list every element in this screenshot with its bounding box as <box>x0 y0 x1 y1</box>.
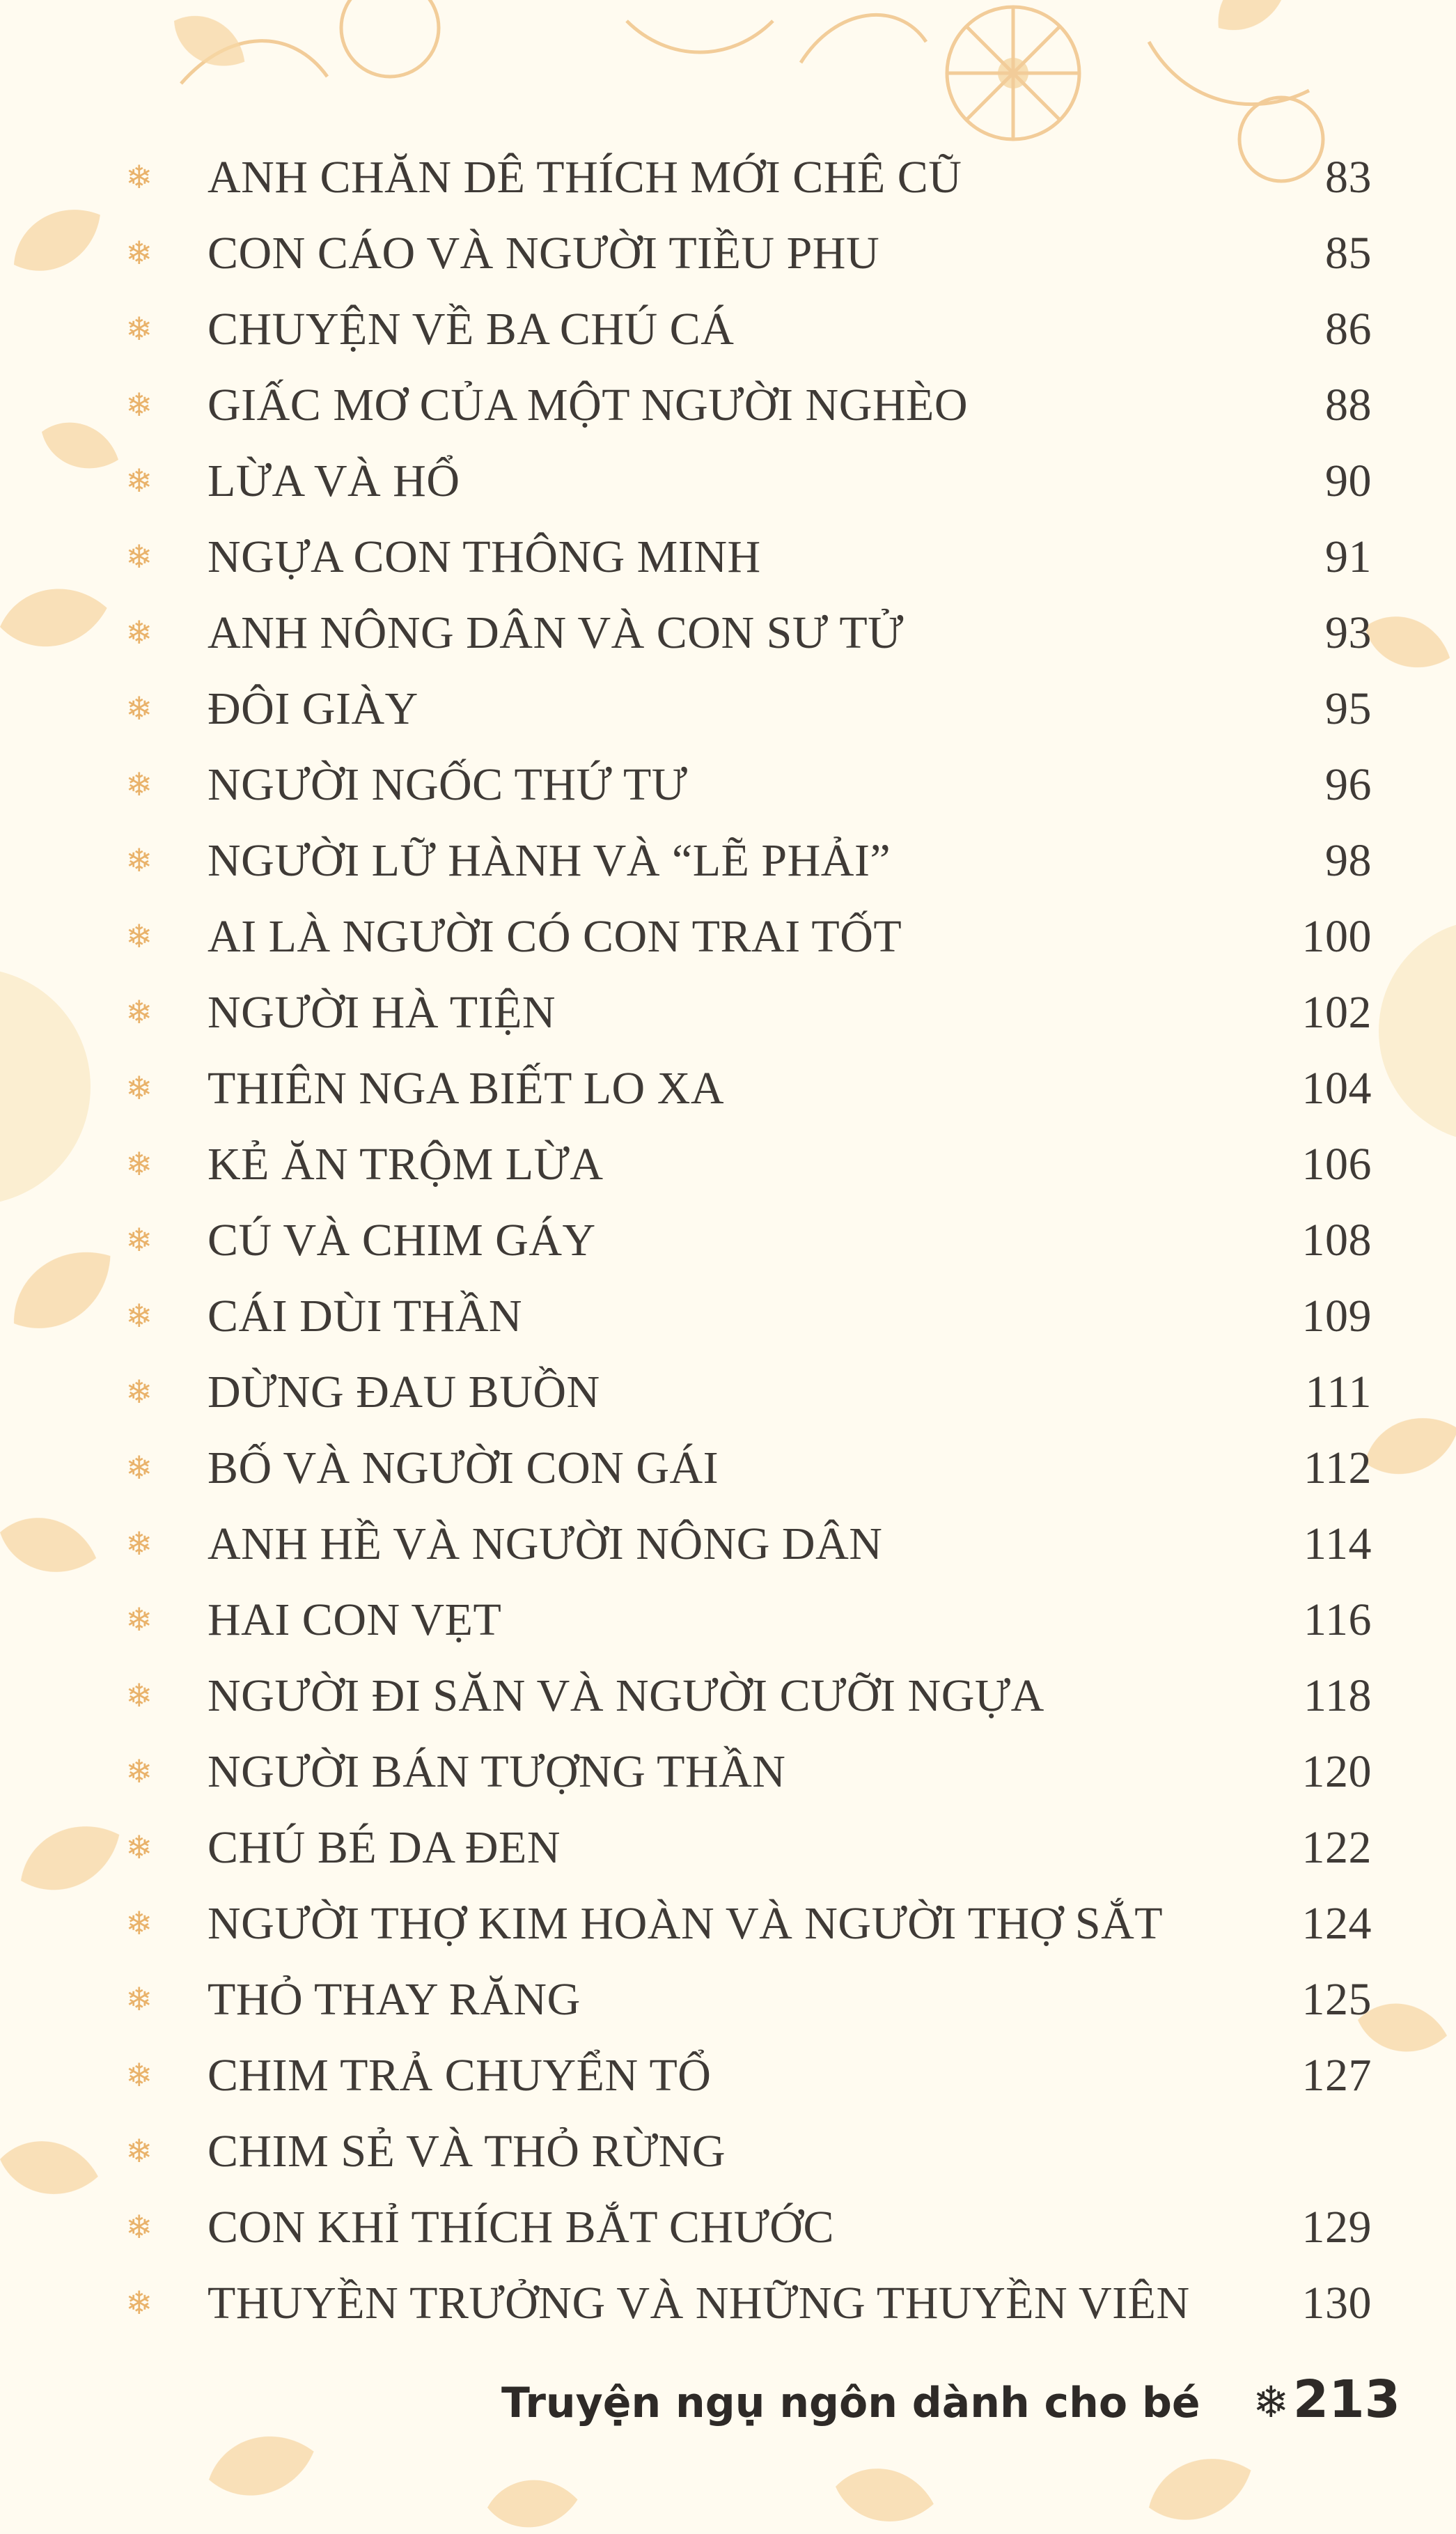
toc-entry-title: THUYỀN TRƯỞNG VÀ NHỮNG THUYỀN VIÊN <box>208 2278 1190 2329</box>
toc-entry-title: BỐ VÀ NGƯỜI CON GÁI <box>208 1443 719 1493</box>
toc-entry-title: CHIM TRẢ CHUYỂN TỔ <box>208 2050 712 2101</box>
toc-entry <box>118 1658 1372 1734</box>
snowflake-icon: ❄ <box>125 1904 153 1942</box>
toc-entry-title: NGƯỜI THỢ KIM HOÀN VÀ NGƯỜI THỢ SẮT <box>208 1898 1164 1949</box>
snowflake-icon: ❄ <box>125 2284 153 2322</box>
toc-entry <box>118 1886 1372 1961</box>
snowflake-icon: ❄ <box>125 2132 153 2170</box>
toc-entry-page: 116 <box>1303 1594 1372 1645</box>
toc-entry-title: HAI CON VẸT <box>208 1594 502 1645</box>
toc-entry <box>118 443 1372 519</box>
table-of-contents <box>118 139 1372 2341</box>
toc-entry <box>118 2265 1372 2341</box>
toc-entry-page: 88 <box>1325 380 1372 430</box>
snowflake-icon: ❄ <box>125 1069 153 1107</box>
snowflake-icon: ❄ <box>125 1980 153 2018</box>
toc-entry-page: 114 <box>1303 1518 1372 1569</box>
toc-entry <box>118 1810 1372 1886</box>
snowflake-icon: ❄ <box>125 1828 153 1866</box>
toc-entry-page: 120 <box>1301 1746 1372 1797</box>
toc-entry <box>118 1202 1372 1278</box>
toc-entry-page: 125 <box>1301 1974 1372 2025</box>
toc-entry <box>118 899 1372 974</box>
page-number: 213 <box>1292 2370 1401 2430</box>
snowflake-icon: ❄ <box>125 1601 153 1638</box>
toc-entry-page: 124 <box>1301 1898 1372 1949</box>
snowflake-icon: ❄ <box>125 993 153 1031</box>
toc-entry-title: THIÊN NGA BIẾT LO XA <box>208 1063 725 1114</box>
snowflake-icon: ❄ <box>125 310 153 348</box>
toc-entry-page: 127 <box>1301 2050 1372 2101</box>
toc-entry-page: 90 <box>1325 456 1372 506</box>
toc-entry <box>118 2189 1372 2265</box>
toc-entry-page: 111 <box>1305 1367 1372 1417</box>
snowflake-icon: ❄ <box>125 1752 153 1790</box>
toc-entry-title: ANH NÔNG DÂN VÀ CON SƯ TỬ <box>208 607 904 658</box>
snowflake-icon: ❄ <box>125 1145 153 1183</box>
toc-entry <box>118 139 1372 215</box>
toc-entry-page: 106 <box>1301 1139 1372 1190</box>
toc-entry-page: 83 <box>1325 152 1372 203</box>
snowflake-icon: ❄ <box>1253 2377 1290 2427</box>
toc-entry-page: 118 <box>1303 1670 1372 1721</box>
toc-entry-title: CHUYỆN VỀ BA CHÚ CÁ <box>208 304 735 355</box>
toc-entry <box>118 1050 1372 1126</box>
toc-entry <box>118 823 1372 899</box>
snowflake-icon: ❄ <box>125 1373 153 1410</box>
snowflake-icon: ❄ <box>125 234 153 272</box>
toc-entry-title: CHÚ BÉ DA ĐEN <box>208 1822 561 1873</box>
toc-entry-page: 95 <box>1325 683 1372 734</box>
toc-entry-title: GIẤC MƠ CỦA MỘT NGƯỜI NGHÈO <box>208 380 968 430</box>
toc-entry-page: 130 <box>1301 2278 1372 2329</box>
toc-entry-title: ANH CHĂN DÊ THÍCH MỚI CHÊ CŨ <box>208 152 962 203</box>
toc-entry-page: 122 <box>1301 1822 1372 1873</box>
toc-entry <box>118 367 1372 443</box>
snowflake-icon: ❄ <box>125 538 153 575</box>
toc-entry-title: NGƯỜI BÁN TƯỢNG THẦN <box>208 1746 786 1797</box>
toc-entry <box>118 291 1372 367</box>
toc-entry-title: ANH HỀ VÀ NGƯỜI NÔNG DÂN <box>208 1518 883 1569</box>
toc-entry-page: 86 <box>1325 304 1372 355</box>
toc-entry <box>118 1278 1372 1354</box>
snowflake-icon: ❄ <box>125 158 153 196</box>
snowflake-icon: ❄ <box>125 765 153 803</box>
snowflake-icon: ❄ <box>125 462 153 499</box>
toc-entry-page: 100 <box>1301 911 1372 962</box>
toc-entry-title: NGỰA CON THÔNG MINH <box>208 531 761 582</box>
snowflake-icon: ❄ <box>125 2208 153 2246</box>
toc-entry-title: KẺ ĂN TRỘM LỪA <box>208 1139 604 1190</box>
toc-entry <box>118 747 1372 823</box>
toc-entry-title: DỪNG ĐAU BUỒN <box>208 1367 600 1417</box>
snowflake-icon: ❄ <box>125 1449 153 1486</box>
toc-entry <box>118 1430 1372 1506</box>
snowflake-icon: ❄ <box>125 1297 153 1335</box>
toc-entry-title: CÁI DÙI THẦN <box>208 1291 523 1342</box>
toc-entry-page: 91 <box>1325 531 1372 582</box>
toc-entry-title: CON CÁO VÀ NGƯỜI TIỀU PHU <box>208 228 880 279</box>
toc-entry-page: 109 <box>1301 1291 1372 1342</box>
toc-entry-title: LỪA VÀ HỔ <box>208 456 460 506</box>
toc-entry <box>118 671 1372 747</box>
toc-entry-page: 93 <box>1325 607 1372 658</box>
snowflake-icon: ❄ <box>125 2056 153 2094</box>
toc-entry-title: CON KHỈ THÍCH BẮT CHƯỚC <box>208 2202 834 2253</box>
toc-entry-page: 104 <box>1301 1063 1372 1114</box>
snowflake-icon: ❄ <box>125 386 153 423</box>
toc-entry-page: 96 <box>1325 759 1372 810</box>
toc-entry-title: CHIM SẺ VÀ THỎ RỪNG <box>208 2126 726 2177</box>
toc-entry <box>118 1734 1372 1810</box>
snowflake-icon: ❄ <box>125 917 153 955</box>
toc-entry-title: AI LÀ NGƯỜI CÓ CON TRAI TỐT <box>208 911 902 962</box>
snowflake-icon: ❄ <box>125 1677 153 1714</box>
toc-entry-page: 108 <box>1301 1215 1372 1266</box>
toc-entry-title: THỎ THAY RĂNG <box>208 1974 581 2025</box>
page-footer <box>501 2368 1401 2431</box>
series-title: Truyện ngụ ngôn dành cho bé <box>501 2379 1200 2427</box>
toc-entry-title: NGƯỜI LỮ HÀNH VÀ “LẼ PHẢI” <box>208 835 891 886</box>
snowflake-icon: ❄ <box>125 1221 153 1259</box>
toc-entry <box>118 974 1372 1050</box>
toc-entry-page: 98 <box>1325 835 1372 886</box>
toc-entry <box>118 1506 1372 1582</box>
toc-entry <box>118 2113 1372 2189</box>
snowflake-icon: ❄ <box>125 1525 153 1562</box>
toc-entry-title: NGƯỜI NGỐC THỨ TƯ <box>208 759 688 810</box>
toc-entry-page: 112 <box>1303 1443 1372 1493</box>
toc-entry-title: CÚ VÀ CHIM GÁY <box>208 1215 596 1266</box>
toc-entry-page: 85 <box>1325 228 1372 279</box>
toc-entry-title: NGƯỜI ĐI SĂN VÀ NGƯỜI CƯỠI NGỰA <box>208 1670 1044 1721</box>
snowflake-icon: ❄ <box>125 841 153 879</box>
toc-entry <box>118 1582 1372 1658</box>
toc-entry <box>118 595 1372 671</box>
toc-entry <box>118 1961 1372 2037</box>
toc-entry <box>118 1126 1372 1202</box>
snowflake-icon: ❄ <box>125 614 153 651</box>
toc-entry <box>118 1354 1372 1430</box>
toc-entry-title: ĐÔI GIÀY <box>208 683 418 734</box>
toc-entry-title: NGƯỜI HÀ TIỆN <box>208 987 556 1038</box>
toc-entry-page: 129 <box>1301 2202 1372 2253</box>
toc-entry <box>118 2037 1372 2113</box>
snowflake-icon: ❄ <box>125 690 153 727</box>
toc-entry-page: 102 <box>1301 987 1372 1038</box>
toc-entry <box>118 519 1372 595</box>
toc-entry <box>118 215 1372 291</box>
